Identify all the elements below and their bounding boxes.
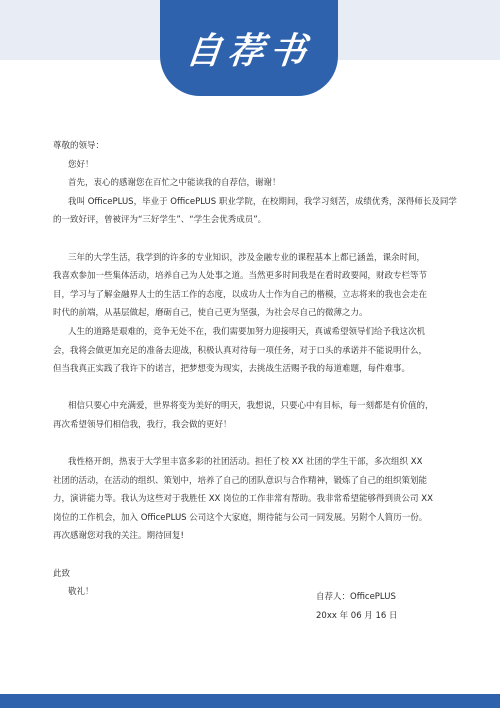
para5-line: 社团的活动，在活动的组织、策划中，培养了自己的团队意识与合作精神，锻炼了自己的组织策划能 <box>53 475 428 486</box>
para2-line: 时代的前端，从基层做起，磨砺自己，使自己更为坚强，为社会尽自己的微薄之力。 <box>53 308 368 319</box>
para5-line: 岗位的工作机会，加入 OfficePLUS 公司这个大家庭，期待能与公司一同发展。另附个人简历一份。 <box>53 512 428 523</box>
para5-line: 再次感谢您对我的关注。期待回复! <box>53 531 184 542</box>
title-badge <box>160 0 338 96</box>
para3-line: 会，我将会做更加充足的准备去迎战，积极认真对待每一项任务，对于口头的承诺并不能说明什么， <box>53 345 428 356</box>
closing: 此致 <box>53 568 71 579</box>
para2-line: 目，学习与了解金融界人士的生活工作的态度，以成功人士作为自己的楷模，立志将来的我也会走在 <box>53 289 428 300</box>
greeting: 您好！ <box>68 159 94 170</box>
para4-line: 再次希望领导们相信我，我行，我会做的更好！ <box>53 419 232 430</box>
salutation: 尊敬的领导： <box>53 141 105 151</box>
para5-line: 我性格开朗，热衷于大学里丰富多彩的社团活动。担任了校 XX 社团的学生干部，多次组织 XX <box>68 457 423 468</box>
letter-body <box>53 137 458 602</box>
thanks-paragraph: 首先，衷心的感谢您在百忙之中能读我的自荐信，谢谢！ <box>68 178 281 189</box>
para3-line: 但当我真正实践了我许下的诺言，把梦想变为现实，去挑战生活赐予我的每道难题，每件难事。 <box>53 364 411 375</box>
para4-line: 相信只要心中充满爱，世界将变为美好的明天，我想说，只要心中有目标，每一刻都是有价值的， <box>68 401 434 412</box>
regards: 敬礼！ <box>68 587 94 598</box>
footer-bar <box>0 694 500 708</box>
header-band-left <box>0 0 160 60</box>
page-title: 自荐书 <box>183 29 314 72</box>
para5-line: 力，演讲能力等。我认为这些对于我胜任 XX 岗位的工作非常有帮助。我非常希望能够得到贵公司 XX <box>53 494 433 505</box>
para3-line: 人生的道路是艰难的，竞争无处不在，我们需要加努力迎接明天，真诚希望领导们给予我这次机 <box>68 326 426 337</box>
para2-line: 三年的大学生活，我学到的许多的专业知识，涉及金融专业的课程基本上都已涵盖，课余时间， <box>68 252 426 263</box>
header-band-right <box>338 0 500 60</box>
intro-paragraph: 我叫 OfficePLUS，毕业于 OfficePLUS 职业学院，在校期间，我学习刻苦，成绩优秀，深得师长及同学的一致好评，曾被评为“三好学生”、“学生会优秀成员”。 <box>53 196 457 226</box>
signature-block <box>316 588 398 625</box>
signature-date: 20xx 年 06 月 16 日 <box>316 610 398 621</box>
paragraph-gap <box>53 435 458 454</box>
signature-name: 自荐人：OfficePLUS <box>316 592 396 602</box>
para2-line: 我喜欢参加一些集体活动，培养自己为人处事之道。当然更多时间我是在看时政要闻，财政专栏等节 <box>53 271 428 282</box>
paragraph-gap <box>53 546 458 565</box>
paragraph-gap <box>53 230 458 249</box>
paragraph-gap <box>53 379 458 398</box>
